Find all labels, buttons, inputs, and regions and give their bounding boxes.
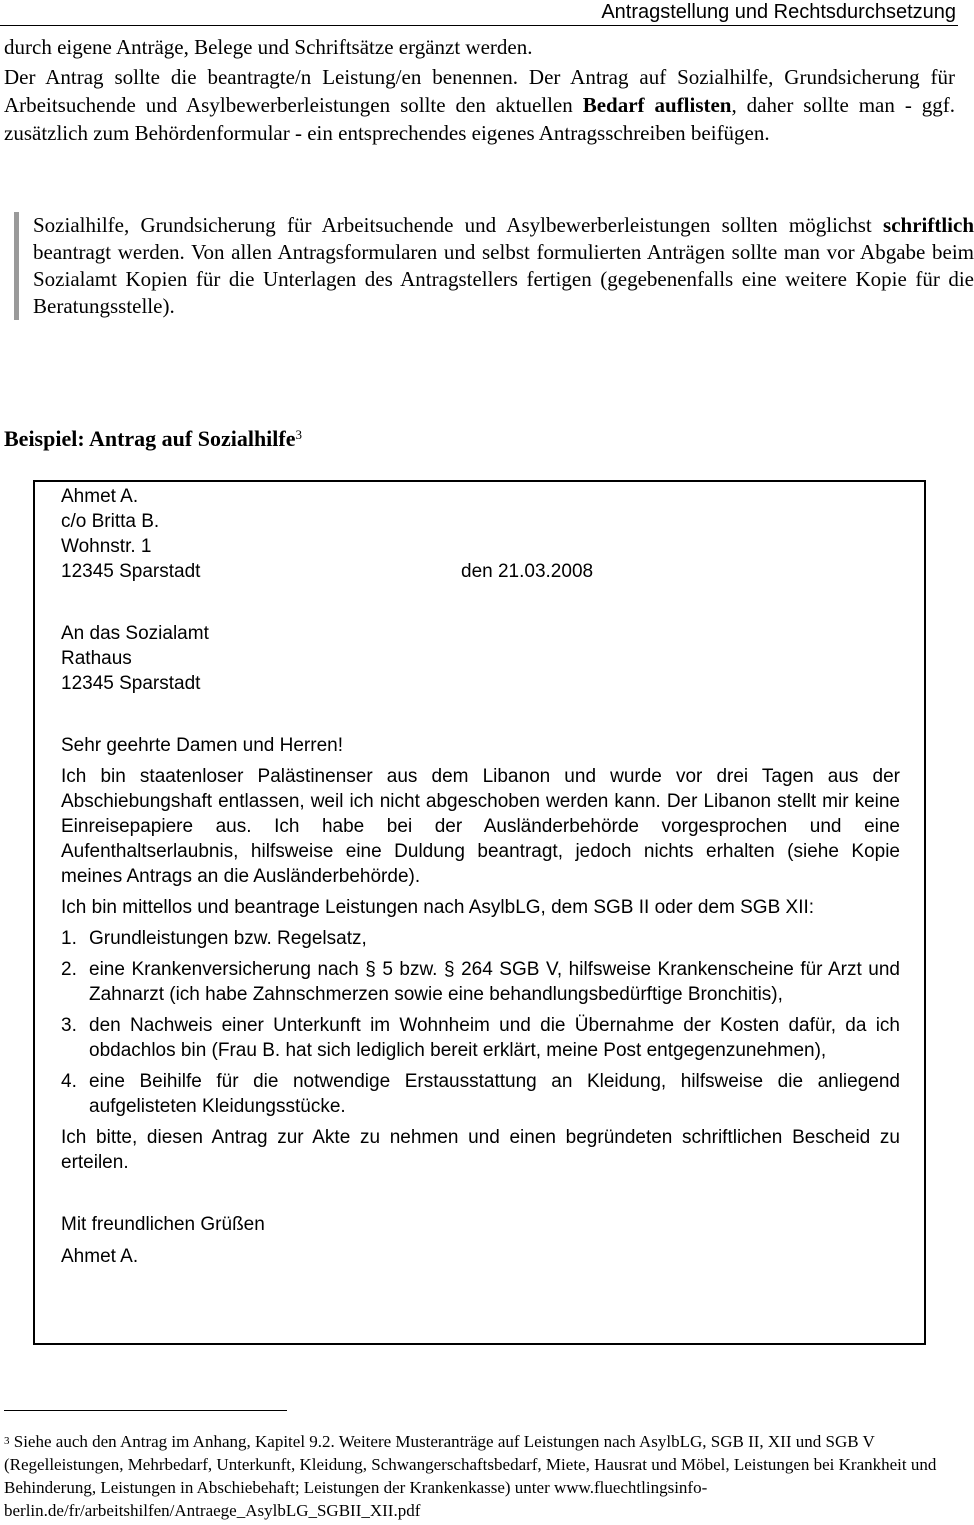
item-text: Grundleistungen bzw. Regelsatz,: [89, 928, 367, 949]
salutation: Sehr geehrte Damen und Herren!: [61, 735, 343, 756]
letter-body-1: Ich bin staatenloser Palästinenser aus dem Libanon und wurde vor drei Tagen aus der Abschiebungshaft entlassen, weil ich nicht abgeschoben werden kann. Der Libanon stellt mir keine Einreisepapiere aus. Ich habe bei der Ausländerbehörde vorgesprochen und eine Aufenthaltserlaubnis, hilfsweise eine Duldung beantragt, jedoch nichts erhalten (siehe Kopie meines Antrags an die Ausländerbehörde).: [61, 766, 900, 887]
item-number: 2.: [61, 959, 77, 980]
intro-text-before: Der Antrag sollte die beantragte/n Leistung/en benennen. Der Antrag auf Sozialhilfe, Grundsicherung für Arbeitsuchende und Asylbewerberleistungen sollte den aktuellen: [4, 65, 955, 117]
request-list: [61, 926, 900, 1119]
sender-name: Ahmet A.: [61, 486, 139, 507]
item-number: 1.: [61, 928, 77, 949]
item-number: 3.: [61, 1015, 77, 1036]
note-text-after: beantragt werden. Von allen Antragsformularen und selbst formulierten Anträgen sollte man vor Abgabe beim Sozialamt Kopien für die Unterlagen des Antragstellers fertigen (gegebenenfalls eine weitere Kopie für die Beratungsstelle).: [33, 240, 974, 318]
letter-body-3: Ich bitte, diesen Antrag zur Akte zu nehmen und einen begründeten schriftlichen Bescheid zu erteilen.: [61, 1127, 900, 1173]
section-sign: §: [443, 959, 455, 980]
intro-text-after: , daher sollte man - ggf. zusätzlich zum Behördenformular - ein entsprechendes eigenes Antragsschreiben beifügen.: [4, 93, 955, 145]
sender-address: [61, 484, 900, 584]
letter-date: den 21.03.2008: [461, 561, 594, 582]
signature: Ahmet A.: [61, 1246, 139, 1267]
sender-city-row: [61, 559, 900, 584]
note-text-before: Sozialhilfe, Grundsicherung für Arbeitsuchende und Asylbewerberleistungen sollten möglichst: [33, 213, 884, 237]
recipient-address: [61, 621, 900, 696]
item-text: den Nachweis einer Unterkunft im Wohnheim und die Übernahme der Kosten dafür, da ich obdachlos bin (Frau B. hat sich lediglich bereit erklärt, meine Post entgegenzunehmen),: [89, 1015, 900, 1061]
recipient-city: 12345 Sparstadt: [61, 673, 201, 694]
section-sign: §: [365, 959, 376, 980]
sample-letter: [33, 480, 926, 1345]
item-text-mid: 5 bzw.: [375, 959, 444, 980]
example-heading-text: Beispiel: Antrag auf Sozialhilfe: [4, 426, 296, 451]
sender-street: Wohnstr. 1: [61, 536, 152, 557]
sender-co: c/o Britta B.: [61, 511, 160, 532]
item-number: 4.: [61, 1071, 77, 1092]
intro-paragraph: [4, 63, 955, 147]
item-text-post: 264 SGB V, hilfsweise Krankenscheine für Arzt und Zahnarzt (ich habe Zahnschmerzen sowie eine behandlungsbedürftige Bronchitis),: [89, 959, 900, 1005]
list-item: [61, 1013, 900, 1063]
example-heading: [4, 424, 302, 454]
footnote: [4, 1430, 944, 1522]
item-text-pre: eine Krankenversicherung nach: [89, 959, 366, 980]
note-bold-schriftlich: schriftlich: [883, 213, 974, 237]
intro-bold-bedarf: Bedarf auflisten: [582, 93, 732, 117]
recipient-office: An das Sozialamt: [61, 623, 209, 644]
footnote-rule: [4, 1410, 287, 1411]
item-text: eine Beihilfe für die notwendige Erstausstattung an Kleidung, hilfsweise die anliegend aufgelisteten Kleidungsstücke.: [89, 1071, 900, 1117]
header-rule: [0, 25, 958, 26]
intro-line: durch eigene Anträge, Belege und Schriftsätze ergänzt werden.: [4, 35, 533, 59]
list-item: [61, 1069, 900, 1119]
list-item: [61, 926, 900, 951]
footnote-number: 3: [4, 1435, 10, 1447]
footnote-ref: 3: [295, 427, 302, 442]
closing: Mit freundlichen Grüßen: [61, 1214, 265, 1235]
footnote-text: Siehe auch den Antrag im Anhang, Kapitel 9.2. Weitere Musteranträge auf Leistungen nach AsylbLG, SGB II, XII und SGB V (Regelleistungen, Mehrbedarf, Unterkunft, Kleidung, Schwangerschaftsbedarf, Miete, Hausrat und Möbel, Leistungen bei Krankheit und Behinderung, Leistungen in Abschiebehaft; Leistungen der Krankenkasse) unter www.fluechtlingsinfo-berlin.de/fr/arbeitshilfen/Antraege_AsylbLG_SGBII_XII.pdf: [4, 1432, 937, 1520]
sender-city: 12345 Sparstadt: [61, 561, 201, 582]
letter-body-2: Ich bin mittellos und beantrage Leistungen nach AsylbLG, dem SGB II oder dem SGB XII:: [61, 897, 815, 918]
running-header: Antragstellung und Rechtsdurchsetzung: [601, 1, 956, 23]
highlight-note: [14, 212, 974, 320]
recipient-building: Rathaus: [61, 648, 132, 669]
list-item: [61, 957, 900, 1007]
